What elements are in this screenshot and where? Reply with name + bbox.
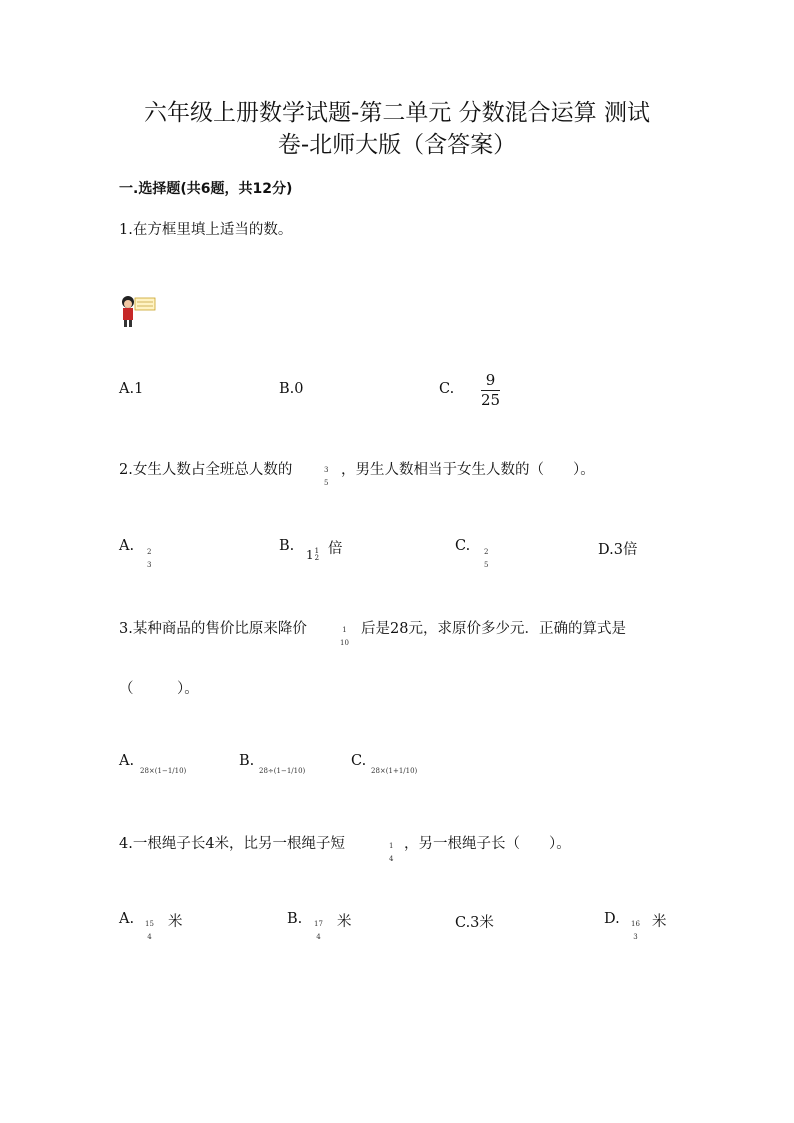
question-2-fraction: 3 5 <box>324 466 329 487</box>
q2-option-b-label[interactable]: B. <box>279 538 295 554</box>
question-1-illustration <box>119 293 159 329</box>
q4-option-a-unit: 米 <box>168 914 183 930</box>
fraction-denominator: 25 <box>481 391 501 409</box>
question-2-text-before: 2.女生人数占全班总人数的 <box>119 462 293 478</box>
q1-option-b[interactable]: B.0 <box>279 381 304 397</box>
question-1-text: 1.在方框里填上适当的数。 <box>119 222 293 238</box>
q4-option-c[interactable]: C.3米 <box>455 915 494 931</box>
q1-option-c-fraction <box>481 373 500 408</box>
q3-option-a-label[interactable]: A. <box>119 753 135 769</box>
question-3-text-line-2: （ ）。 <box>119 681 199 697</box>
title-line-2: 卷-北师大版（含答案） <box>277 132 517 158</box>
q4-option-a-fraction: 15 4 <box>145 920 154 941</box>
q4-option-a-label[interactable]: A. <box>119 911 135 927</box>
question-3-text-after: 后是28元，求原价多少元．正确的算式是 <box>361 621 626 637</box>
q3-option-c-label[interactable]: C. <box>351 753 367 769</box>
q1-option-a[interactable]: A.1 <box>119 381 144 397</box>
page-title <box>110 97 684 161</box>
question-3-fraction: 1 10 <box>340 626 349 647</box>
q4-option-d-unit: 米 <box>652 914 667 930</box>
question-3-text-before: 3.某种商品的售价比原来降价 <box>119 621 307 637</box>
q4-option-b-fraction: 17 4 <box>314 920 323 941</box>
q1-option-c-label[interactable]: C. <box>439 381 455 397</box>
q4-option-d-fraction: 16 3 <box>631 920 640 941</box>
q2-option-b-unit: 倍 <box>328 541 343 557</box>
q2-option-a-label[interactable]: A. <box>119 538 135 554</box>
q2-option-d[interactable]: D.3倍 <box>598 542 638 558</box>
q4-option-d-label[interactable]: D. <box>604 911 620 927</box>
q2-option-a-fraction: 2 3 <box>147 548 152 569</box>
q2-option-c-label[interactable]: C. <box>455 538 471 554</box>
q3-option-b-label[interactable]: B. <box>239 753 255 769</box>
q4-option-b-unit: 米 <box>337 914 352 930</box>
q4-option-b-label[interactable]: B. <box>287 911 303 927</box>
q3-option-b-expression: 28÷(1−1/10) <box>259 767 306 775</box>
title-line-1: 六年级上册数学试题-第二单元 分数混合运算 测试 <box>144 100 650 126</box>
fraction-numerator: 9 <box>485 371 496 389</box>
q2-option-c-fraction: 2 5 <box>484 548 489 569</box>
q3-option-c-expression: 28×(1+1/10) <box>371 767 418 775</box>
q3-option-a-expression: 28×(1−1/10) <box>140 767 187 775</box>
question-4-fraction: 1 4 <box>389 842 394 863</box>
section-heading: 一.选择题(共6题，共12分) <box>119 181 293 197</box>
q2-option-b-mixed-number: 1 1 2 <box>306 547 320 562</box>
question-2-text-after: ，男生人数相当于女生人数的（ ）。 <box>341 462 595 478</box>
question-4-text-before: 4.一根绳子长4米，比另一根绳子短 <box>119 836 346 852</box>
question-4-text-after: ，另一根绳子长（ ）。 <box>404 836 571 852</box>
